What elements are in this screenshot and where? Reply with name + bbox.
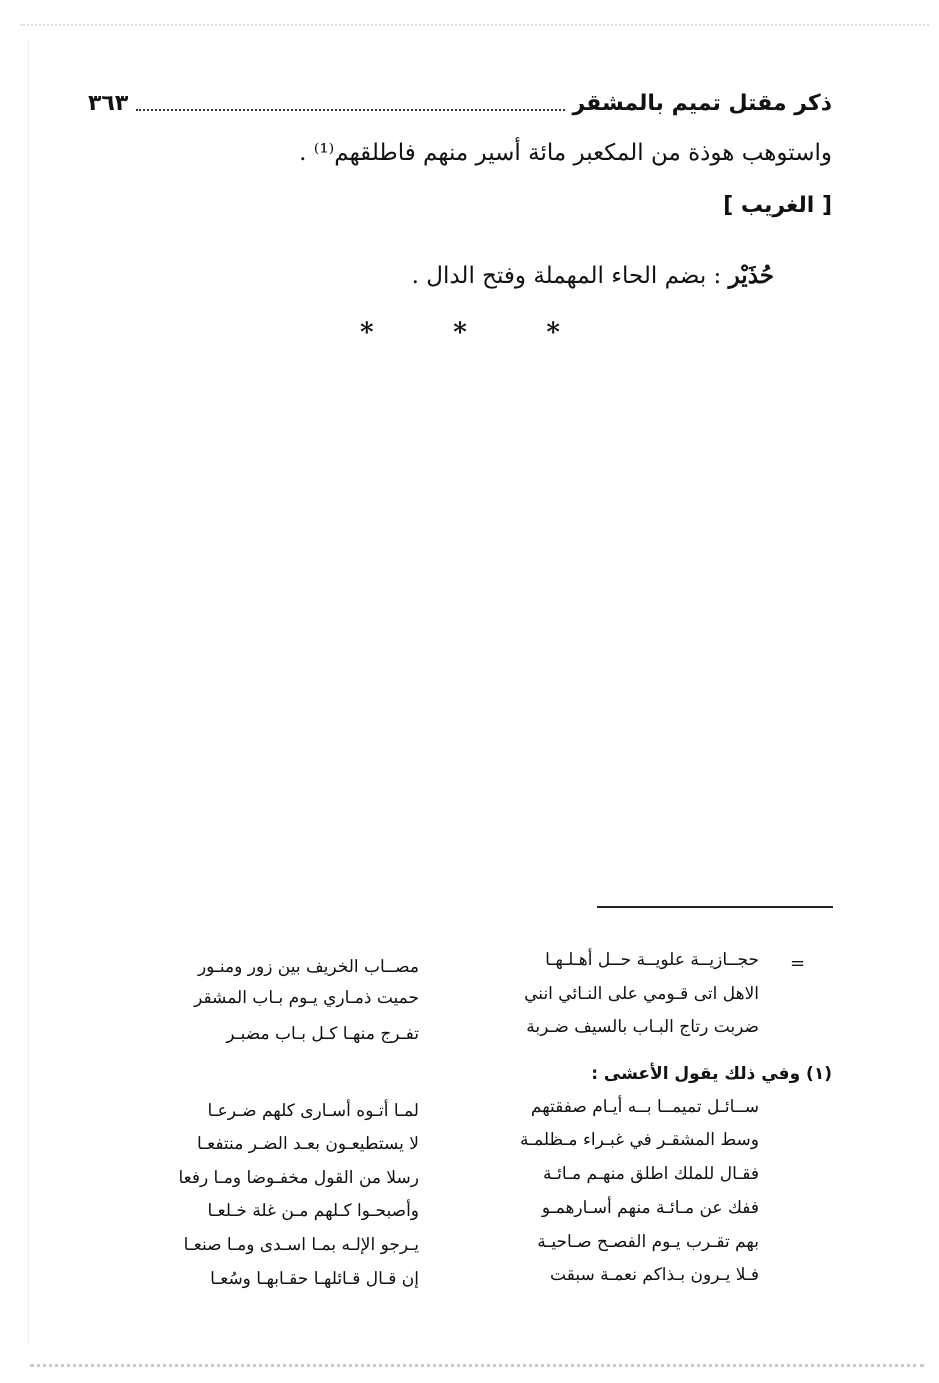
verse-second-hemistich: لمـا أتـوه أسـارى كلهم ضـرعـا <box>207 1101 419 1121</box>
verse-second-hemistich: رسلا من القول مخفـوضا ومـا رفعا <box>178 1168 419 1188</box>
verse-second-hemistich: يـرجو الإلـه بمـا اسـدى ومـا صنعـا <box>183 1235 419 1255</box>
page-number: ٣٦٣ <box>88 90 129 116</box>
verse-second-hemistich: وأصبحـوا كـلهم مـن غلة خـلعـا <box>207 1201 419 1221</box>
verse-first-hemistich: الاهل اتى قـومي على النـائي انني <box>524 984 759 1004</box>
separator-star: * <box>360 318 374 348</box>
dotted-leader <box>136 95 564 111</box>
gloss-term: حُذَيْر <box>728 262 774 289</box>
scan-border-bottom <box>30 1352 924 1367</box>
verse-second-hemistich: لا يستطيعـون بعـد الضـر منتفعـا <box>196 1134 419 1154</box>
verse-first-hemistich: فـلا يـرون بـذاكم نعمـة سبقت <box>550 1265 759 1285</box>
separator-star: * <box>546 318 560 348</box>
running-header <box>88 86 832 120</box>
verse-first-hemistich: ففك عن مـائـة منهم أسـارهمـو <box>541 1198 759 1218</box>
verse-first-hemistich: ضربت رتاج البـاب بالسيف ضـربة <box>526 1017 759 1037</box>
body-text-line: واستوهب هوذة من المكعبر مائة أسير منهم فاطلقهم⁽¹⁾ . <box>299 140 832 166</box>
verse-second-hemistich: تفـرج منهـا كـل بـاب مضبـر <box>226 1024 419 1044</box>
verse-first-hemistich: فقـال للملك اطلق منهـم مـائـة <box>543 1164 759 1184</box>
verse-second-hemistich: حميت ذمـاري يـوم بـاب المشقر <box>194 988 419 1008</box>
continuation-mark: = <box>790 953 806 974</box>
verse-first-hemistich: بهم تقـرب يـوم الفصـح صـاحيـة <box>537 1232 759 1252</box>
gloss-definition: : بضم الحاء المهملة وفتح الدال . <box>411 263 729 289</box>
gloss-entry <box>412 262 774 289</box>
section-separator <box>360 318 560 348</box>
scan-border-left <box>28 40 31 1343</box>
verse-second-hemistich: إن قـال قـائلهـا حقـابهـا وسُعـا <box>210 1269 419 1289</box>
footnote-intro: (١) وفي ذلك يقول الأعشى : <box>591 1064 832 1084</box>
verse-first-hemistich: حجــازيــة علويــة حــل أهـلـهـا <box>545 950 759 970</box>
section-heading: [ الغريب ] <box>723 193 832 218</box>
chapter-title: ذكر مقتل تميم بالمشقر <box>572 90 832 116</box>
verse-second-hemistich: مصــاب الخريف بين زور ومنـور <box>197 957 419 977</box>
verse-first-hemistich: وسط المشقـر في غبـراء مـظلمـة <box>519 1130 759 1150</box>
footnote-rule <box>597 906 833 908</box>
verse-first-hemistich: ســائـل تميمــا بــه أيـام صفقتهم <box>530 1097 759 1117</box>
separator-star: * <box>453 318 467 348</box>
scan-border-top <box>20 24 929 36</box>
